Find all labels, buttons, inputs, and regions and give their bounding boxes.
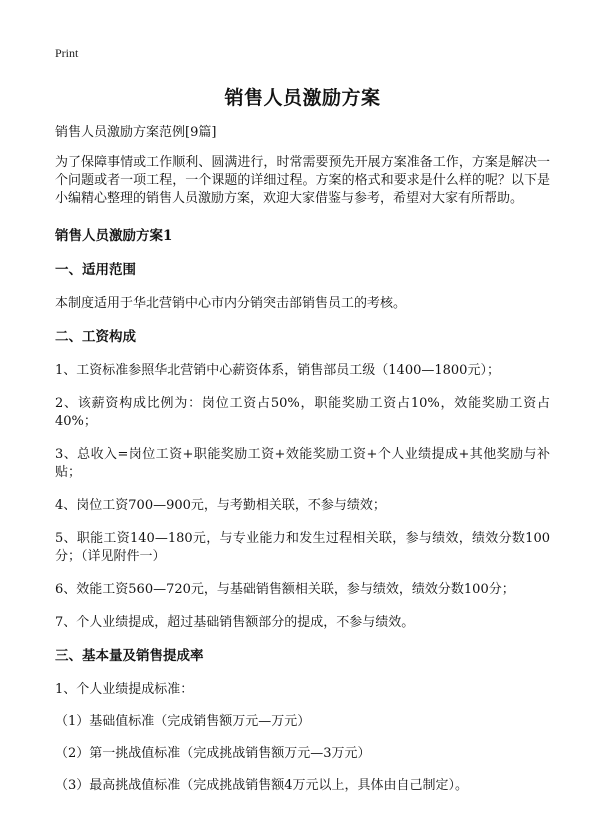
intro-paragraph: 为了保障事情或工作顺利、圆满进行，时常需要预先开展方案准备工作，方案是解决一个问题或者一项工程，一个课题的详细过程。方案的格式和要求是什么样的呢？以下是小编精心整理的销售人员激励方案，欢迎大家借鉴与参考，希望对大家有所帮助。 bbox=[55, 155, 550, 206]
section-heading-scope: 一、适用范围 bbox=[55, 262, 136, 278]
print-label: Print bbox=[55, 46, 79, 60]
scope-paragraph: 本制度适用于华北营销中心市内分销突击部销售员工的考核。 bbox=[55, 296, 407, 311]
salary-item: 6、效能工资560—720元，与基础销售额相关联，参与绩效，绩效分数100分； bbox=[55, 582, 515, 597]
commission-item: （2）第一挑战值标准（完成挑战销售额万元—3万元） bbox=[55, 746, 371, 761]
commission-item: （3）最高挑战值标准（完成挑战销售额4万元以上，具体由自己制定）。 bbox=[55, 778, 469, 793]
salary-item: 7、个人业绩提成，超过基础销售额部分的提成，不参与绩效。 bbox=[55, 615, 415, 630]
document-title: 销售人员激励方案 bbox=[224, 87, 381, 109]
salary-item: 5、职能工资140—180元，与专业能力和发生过程相关联，参与绩效，绩效分数100分；（详见附件一） bbox=[55, 531, 550, 564]
document-subtitle: 销售人员激励方案范例[9篇] bbox=[55, 125, 217, 140]
salary-item: 1、工资标准参照华北营销中心薪资体系，销售部员工级（1400—1800元）； bbox=[55, 363, 500, 378]
plan-heading: 销售人员激励方案1 bbox=[55, 228, 173, 244]
salary-item: 4、岗位工资700—900元，与考勤相关联，不参与绩效； bbox=[55, 498, 386, 513]
salary-item: 2、该薪资构成比例为：岗位工资占50%，职能奖励工资占10%，效能奖励工资占40%； bbox=[55, 396, 550, 429]
commission-item: 1、个人业绩提成标准： bbox=[55, 682, 194, 697]
commission-item: （1）基础值标准（完成销售额万元—万元） bbox=[55, 714, 311, 729]
section-heading-salary: 二、工资构成 bbox=[55, 329, 136, 345]
salary-item: 3、总收入=岗位工资+职能奖励工资+效能奖励工资+个人业绩提成+其他奖励与补贴； bbox=[55, 447, 550, 480]
section-heading-commission: 三、基本量及销售提成率 bbox=[55, 648, 204, 664]
